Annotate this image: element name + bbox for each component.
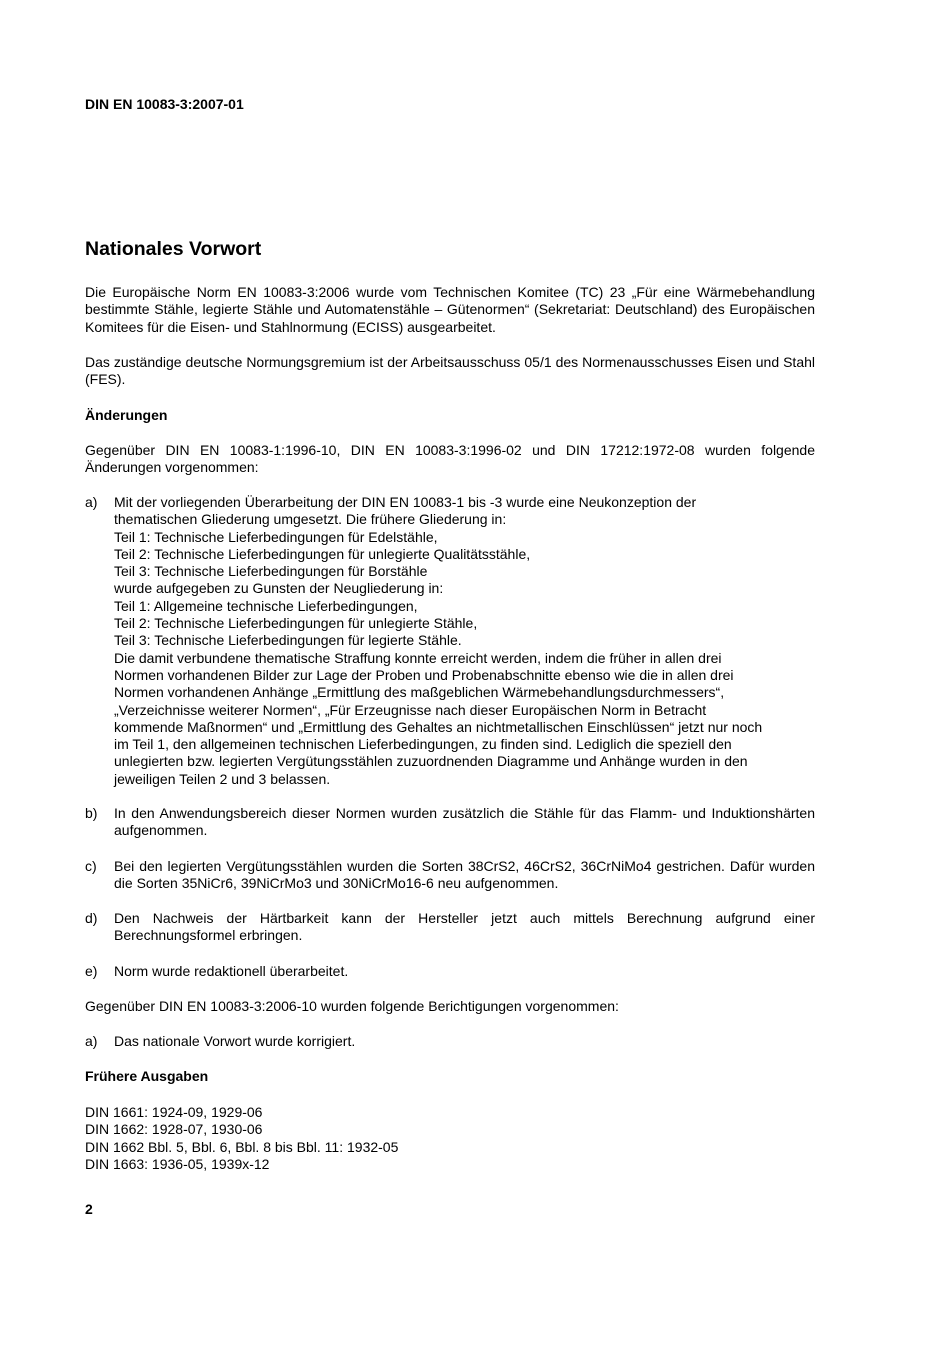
correction-item-a bbox=[85, 1033, 815, 1050]
list-marker: e) bbox=[85, 963, 98, 979]
changes-heading: Änderungen bbox=[85, 407, 168, 423]
change-item-a-body bbox=[114, 494, 815, 788]
text-line: Normen vorhandenen Anhänge „Ermittlung des maßgeblichen Wärmebehandlungsdurchmessers“, bbox=[114, 684, 725, 701]
text-line: „Verzeichnisse weiterer Normen“, „Für Erzeugnisse nach dieser Europäischen Norm in Betracht bbox=[114, 701, 707, 718]
text-line: kommende Maßnormen“ und „Ermittlung des Gehaltes an nichtmetallischen Einschlüssen“ jetzt nur noch bbox=[114, 718, 763, 735]
previous-editions-list bbox=[85, 1104, 815, 1173]
text-line: wurde aufgegeben zu Gunsten der Neugliederung in: bbox=[114, 580, 444, 597]
section-title: Nationales Vorwort bbox=[85, 238, 262, 260]
correction-item-a-text: Das nationale Vorwort wurde korrigiert. bbox=[114, 1033, 356, 1049]
text-line: Mit der vorliegenden Überarbeitung der DIN EN 10083-1 bis -3 wurde eine Neukonzeption der bbox=[114, 494, 697, 510]
text-line: Teil 1: Allgemeine technische Lieferbedingungen, bbox=[114, 597, 418, 614]
intro-paragraph-1: Die Europäische Norm EN 10083-3:2006 wurde vom Technischen Komitee (TC) 23 „Für eine Wärmebehandlung bestimmte Stähle, legierte Stähle und Automatenstähle – Gütenormen“ (Sekretariat: Deutschland) des Europäischen Komitees für die Eisen- und Stahlnormung (ECISS) ausgearbeitet. bbox=[85, 284, 815, 335]
change-item-c bbox=[85, 858, 815, 893]
previous-edition-line: DIN 1661: 1924-09, 1929-06 bbox=[85, 1104, 263, 1120]
list-marker: d) bbox=[85, 910, 98, 926]
document-id-header: DIN EN 10083-3:2007-01 bbox=[85, 96, 244, 112]
intro-paragraph-2: Das zuständige deutsche Normungsgremium ist der Arbeitsausschuss 05/1 des Normenausschusses Eisen und Stahl (FES). bbox=[85, 354, 815, 388]
change-item-c-text: Bei den legierten Vergütungsstählen wurden die Sorten 38CrS2, 46CrS2, 36CrNiMo4 gestrichen. Dafür wurden die Sorten 35NiCr6, 39NiCrMo3 und 30NiCrMo16-6 neu aufgenommen. bbox=[114, 858, 815, 892]
change-item-d-text: Den Nachweis der Härtbarkeit kann der Hersteller jetzt auch mittels Berechnung aufgrund einer Berechnungsformel erbringen. bbox=[114, 910, 815, 944]
previous-edition-line: DIN 1663: 1936-05, 1939x-12 bbox=[85, 1155, 270, 1172]
previous-editions-heading: Frühere Ausgaben bbox=[85, 1068, 209, 1084]
list-marker: c) bbox=[85, 858, 97, 874]
change-item-d bbox=[85, 910, 815, 945]
list-marker: a) bbox=[85, 1033, 98, 1049]
text-line: Teil 2: Technische Lieferbedingungen für unlegierte Qualitätsstähle, bbox=[114, 545, 531, 562]
text-line: Normen vorhandenen Bilder zur Lage der Proben und Probenabschnitte ebenso wie die in allen drei bbox=[114, 666, 734, 683]
change-item-e bbox=[85, 963, 815, 980]
corrections-intro: Gegenüber DIN EN 10083-3:2006-10 wurden folgende Berichtigungen vorgenommen: bbox=[85, 998, 619, 1014]
previous-edition-line: DIN 1662 Bbl. 5, Bbl. 6, Bbl. 8 bis Bbl. 11: 1932-05 bbox=[85, 1138, 399, 1155]
page-number: 2 bbox=[85, 1201, 93, 1217]
text-line: jeweiligen Teilen 2 und 3 belassen. bbox=[114, 770, 331, 787]
text-line: Die damit verbundene thematische Straffung konnte erreicht werden, indem die früher in allen drei bbox=[114, 649, 722, 666]
text-line: unlegierten bzw. legierten Vergütungsstählen zuzuordnenden Diagramme und Anhänge wurden in den bbox=[114, 753, 748, 770]
text-line: Teil 3: Technische Lieferbedingungen für Borstähle bbox=[114, 563, 428, 580]
list-marker: b) bbox=[85, 805, 98, 821]
text-line: Teil 1: Technische Lieferbedingungen für Edelstähle, bbox=[114, 528, 438, 545]
text-line: thematischen Gliederung umgesetzt. Die frühere Gliederung in: bbox=[114, 511, 507, 528]
changes-intro: Gegenüber DIN EN 10083-1:1996-10, DIN EN 10083-3:1996-02 und DIN 17212:1972-08 wurden folgende Änderungen vorgenommen: bbox=[85, 442, 815, 476]
text-line: im Teil 1, den allgemeinen technischen Lieferbedingungen, zu finden sind. Lediglich die speziell den bbox=[114, 736, 732, 753]
change-item-e-text: Norm wurde redaktionell überarbeitet. bbox=[114, 963, 349, 979]
previous-edition-line: DIN 1662: 1928-07, 1930-06 bbox=[85, 1121, 263, 1138]
list-marker: a) bbox=[85, 494, 98, 510]
text-line: Teil 3: Technische Lieferbedingungen für legierte Stähle. bbox=[114, 632, 462, 649]
change-item-b-text: In den Anwendungsbereich dieser Normen wurden zusätzlich die Stähle für das Flamm- und Induktionshärten aufgenommen. bbox=[114, 805, 815, 839]
change-item-b bbox=[85, 805, 815, 840]
change-item-a bbox=[85, 494, 815, 788]
text-line: Teil 2: Technische Lieferbedingungen für unlegierte Stähle, bbox=[114, 615, 478, 632]
